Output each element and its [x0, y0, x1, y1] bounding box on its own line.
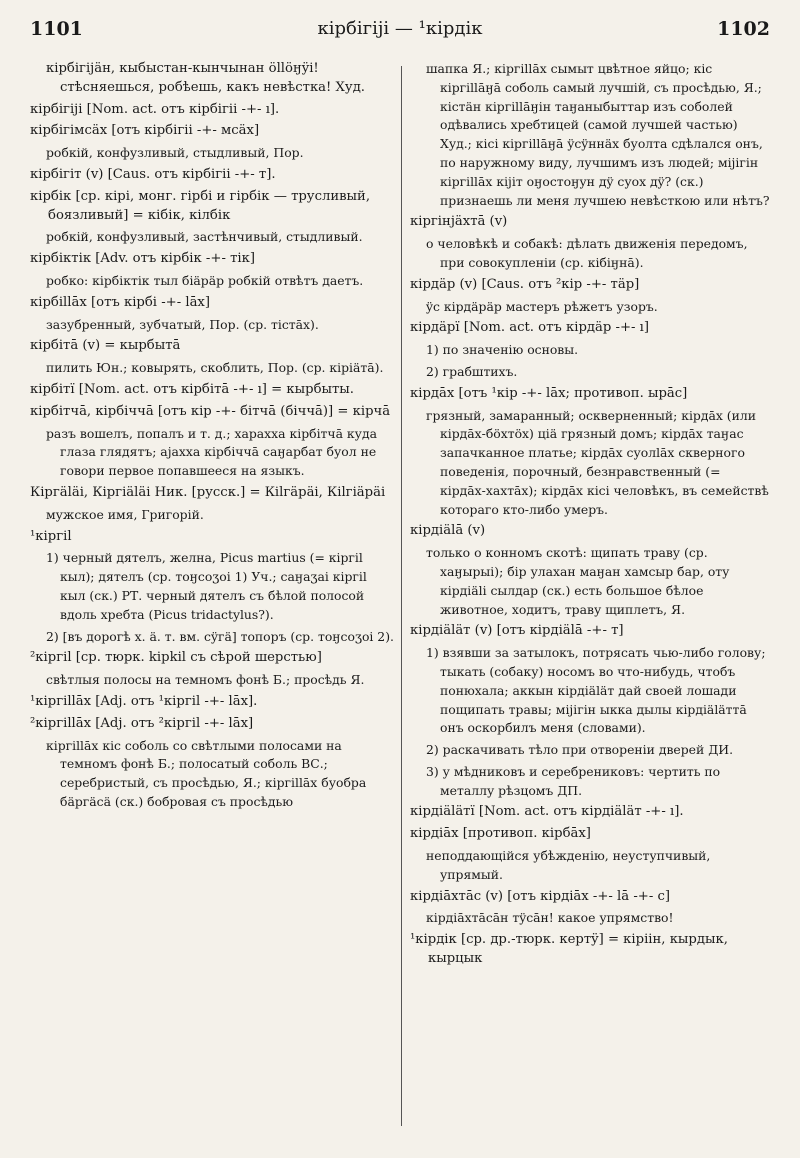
- dictionary-entry: ²кіргіl [ср. тюрк. kipkil съ сѣрой шерстью]: [30, 650, 322, 666]
- entry-definition: робко: кірбіктік тыл біäрäр робкій отвѣтъ даетъ.: [46, 272, 364, 288]
- entry-definition: шапка Я.; кіргіllāх сымыт цвѣтное яйцо; кіс кіргіllāӈā соболь самый лучшій, съ просѣдью, Я.; кістäн кіргіllāӈін таӈаныбыттар изъ соболей одѣвались хребтицей (самой лучшей частью) Худ.; кісі кіргіllāӈā ÿсÿннäх буолта сдѣлался онъ, по наружному виду, лучшимъ изъ людей; міјігін кіргіllāх кіјіт оӈостоӈун дÿ суох дÿ? (ск.) признаешь ли меня лучшею невѣсткою или нѣтъ?: [426, 61, 770, 208]
- entry-definition: кірдіāхтāсāн тÿсāн! какое упрямство!: [426, 910, 674, 926]
- entry-definition: пилить Юн.; ковырять, скоблить, Пор. (ср. кіріäтā).: [46, 360, 384, 376]
- entry-definition: 2) раскачивать тѣло при отвореніи дверей ДИ.: [426, 742, 734, 758]
- page-header: [30, 18, 770, 48]
- dictionary-entry: кірбігіјі [Nom. act. отъ кірбігіі -+- ı].: [30, 101, 280, 117]
- entry-definition: 2) грабштихъ.: [426, 363, 518, 379]
- dictionary-entry: кірбігімсäх [отъ кірбігіі -+- мсäх]: [30, 123, 260, 139]
- dictionary-entry: кірдāх [отъ ¹кір -+- lāх; противоп. ырāс]: [410, 385, 688, 401]
- entry-definition: неподдающійся убѣжденію, неуступчивый, упрямый.: [426, 848, 711, 882]
- dictionary-entry: кірдіāх [противоп. кірбāх]: [410, 826, 591, 842]
- entry-definition: зазубренный, зубчатый, Пор. (ср. тістāх).: [46, 316, 319, 332]
- dictionary-entry: ¹кіргіllāх [Adj. отъ ¹кіргіl -+- lāх].: [30, 693, 258, 709]
- entry-definition: кіргіllāх кіс соболь со свѣтлыми полосами на темномъ фонѣ Б.; полосатый соболь ВС.; серебристый, съ просѣдью, Я.; кіргіllāх буобра бäргäсä (ск.) бобровая съ просѣдью: [46, 737, 367, 809]
- dictionary-entry: кірбітї [Nom. act. отъ кірбітā -+- ı] = кырбыты.: [30, 381, 354, 397]
- dictionary-entry: кірбіllāх [отъ кірбі -+- lāх]: [30, 294, 211, 310]
- dictionary-entry: кірдіäläт (v) [отъ кірдіälā -+- т]: [410, 623, 624, 639]
- dictionary-entry: кірбігіт (v) [Caus. отъ кірбігіі -+- т].: [30, 166, 276, 182]
- dictionary-entry: ¹кіргіl: [30, 528, 72, 544]
- right-column: [410, 60, 770, 972]
- headword-range: кірбігіјі — ¹кірдік: [317, 18, 483, 39]
- entry-definition: 1) по значенію основы.: [426, 342, 579, 358]
- entry-definition: свѣтлыя полосы на темномъ фонѣ Б.; просѣдь Я.: [46, 672, 365, 688]
- column-divider: [401, 66, 402, 1126]
- page-number-left: 1101: [30, 18, 83, 40]
- dictionary-entry: кірдіäläтї [Nom. act. отъ кірдіäläт -+- ı].: [410, 804, 684, 820]
- dictionary-entry: кірбітчā, кірбіччā [отъ кір -+- бітчā (біччā)] = кірчā: [30, 403, 391, 419]
- dictionary-entry: кірдіāхтāс (v) [отъ кірдіāх -+- lā -+- с]: [410, 888, 671, 904]
- dictionary-entry: кірдäр (v) [Caus. отъ ²кір -+- тäр]: [410, 276, 640, 292]
- entry-definition: грязный, замаранный; оскверненный; кірдāх (или кірдāх-бöхтöх) ціä грязный домъ; кірдāх таӈас запачканное платье; кірдāх суолlāх скверного поведенія, порочный, безнравственный (= кірдāх-хахтāх); кірдāх кісі человѣкъ, въ семействѣ котораго кто-либо умеръ.: [426, 407, 769, 517]
- dictionary-entry: кірбіктік [Adv. отъ кірбік -+- тік]: [30, 251, 255, 267]
- entry-definition: 1) черный дятелъ, желна, Picus martius (= кіргіl кыл); дятелъ (ср. тоӈсоӡоі 1) Уч.; саӈаӡаі кіргіl кыл (ск.) РТ. черный дятелъ съ бѣлой полосой вдоль хребта (Picus tridactylus?).: [46, 550, 367, 622]
- page-number-right: 1102: [717, 18, 770, 40]
- dictionary-entry: Кіргäläі, Кіргіäläі Ник. [русск.] = Кіlгäрäі, Кіlгіäрäі: [30, 484, 386, 500]
- dictionary-entry: ¹кірдік [ср. др.-тюрк. кертÿ] = кіріін, кырдык, кырцык: [410, 932, 728, 967]
- entry-definition: 2) [въ дорогѣ х. ä. т. вм. сÿгä] топоръ (ср. тоӈсоӡоі 2).: [46, 628, 394, 644]
- entry-definition: кірбігіјäн, кыбыстан-кынчынан öllöӈÿi! стѣсняешься, робѣешь, какъ невѣстка! Худ.: [46, 61, 365, 95]
- entry-definition: ÿс кірдäрäр мастеръ рѣжетъ узоръ.: [426, 298, 658, 314]
- dictionary-entry: кірдіälā (v): [410, 523, 486, 539]
- entry-definition: о человѣкѣ и собакѣ: дѣлать движенія передомъ, при совокупленіи (ср. кібіӈнā).: [426, 236, 748, 270]
- dictionary-entry: ²кіргіllāх [Adj. отъ ²кіргіl -+- lāх]: [30, 715, 254, 731]
- left-column: [30, 60, 396, 815]
- entry-definition: мужское имя, Григорій.: [46, 506, 204, 522]
- entry-definition: 1) взявши за затылокъ, потрясать чью-либо голову; тыкать (собаку) носомъ во что-нибудь, чтобъ понюхала; аккын кірдіäläт дай своей лошади пощипать травы; міјігін ыкка дылы кірдіäläттā онъ оскорбилъ меня (словами).: [426, 645, 766, 736]
- entry-definition: 3) у мѣдниковъ и серебрениковъ: чертить по металлу рѣзцомъ ДП.: [426, 763, 721, 798]
- dictionary-entry: кірдäрї [Nom. act. отъ кірдäр -+- ı]: [410, 320, 650, 336]
- entry-definition: разъ вошелъ, попалъ и т. д.; харахха кірбітчā куда глаза глядятъ; ајахха кірбіччā саӈарбат буол не говори первое попавшееся на языкъ.: [46, 425, 377, 479]
- entry-definition: робкій, конфузливый, стыдливый, Пор.: [46, 145, 304, 161]
- entry-definition: только о конномъ скотѣ: щипать траву (ср. хаӈырыі); бір улахан маӈан хамсыр бар, оту кірдіälі сылдар (ск.) есть большое бѣлое животное, ходитъ, траву щиплетъ, Я.: [426, 545, 730, 617]
- dictionary-entry: кірбік [ср. кірі, монг. гірбі и гірбік — трусливый, боязливый] = кібік, кілбік: [30, 188, 371, 223]
- dictionary-entry: кірбітā (v) = кырбытā: [30, 338, 181, 354]
- entry-definition: робкій, конфузливый, застѣнчивый, стыдливый.: [46, 229, 363, 245]
- dictionary-entry: кіргінјäхтā (v): [410, 214, 508, 230]
